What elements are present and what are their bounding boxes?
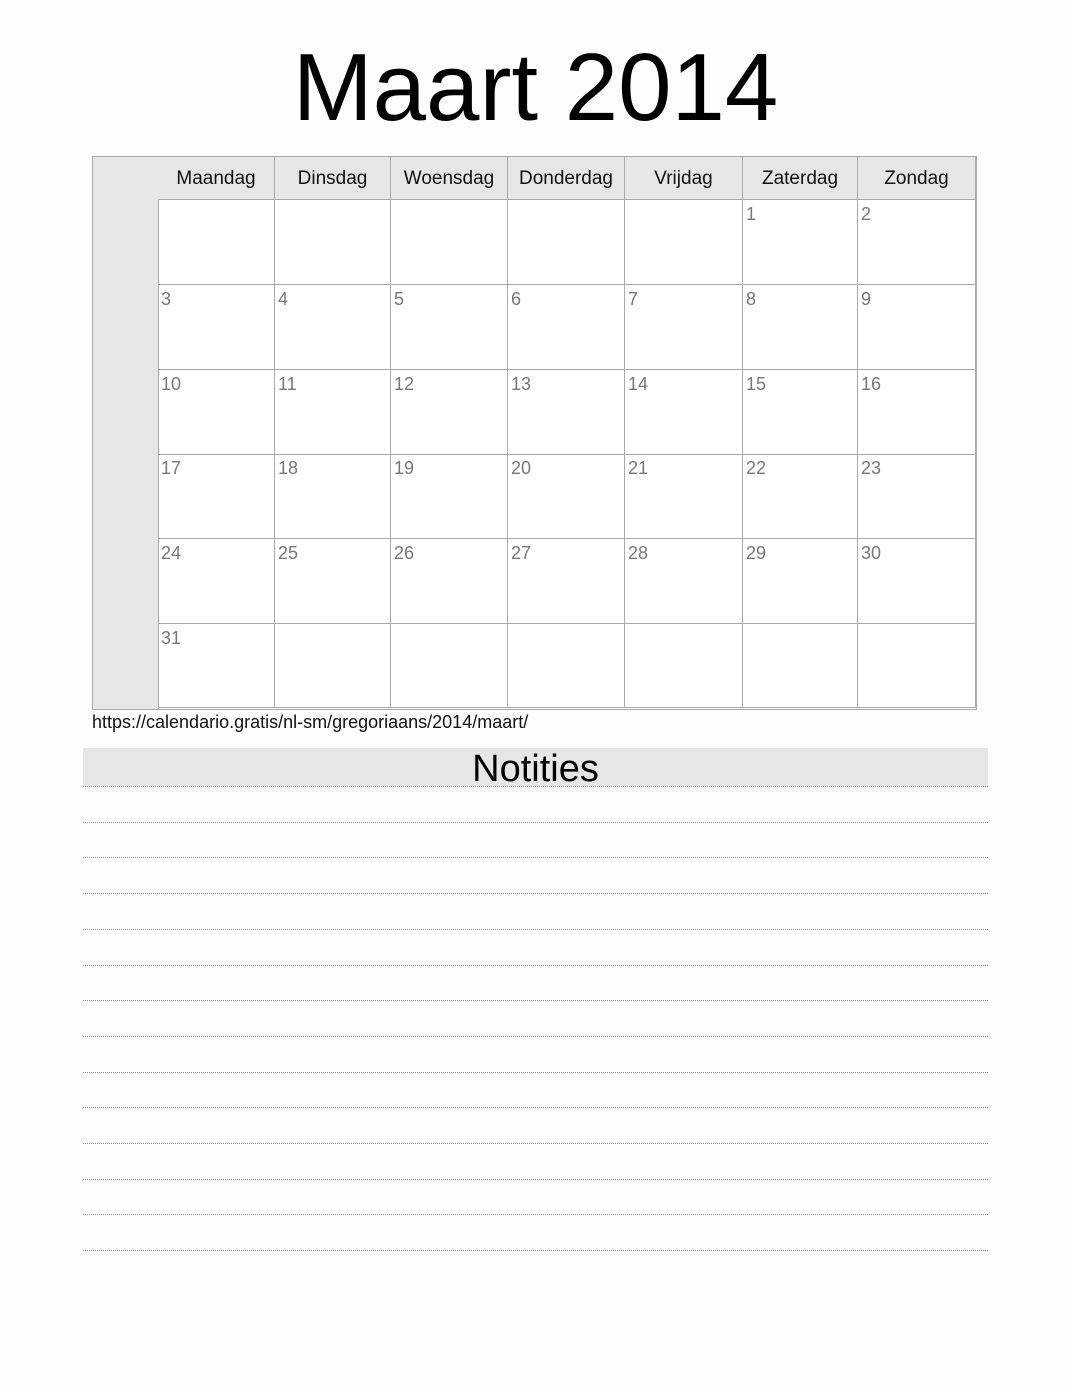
notes-header: Notities [83, 748, 988, 786]
day-cell [858, 454, 976, 539]
day-number: 10 [161, 373, 182, 394]
day-cell [391, 285, 508, 370]
day-number: 2 [861, 204, 872, 224]
day-number: 22 [746, 458, 767, 479]
day-number: 11 [278, 373, 297, 394]
day-number: 18 [278, 458, 299, 479]
day-number: 6 [511, 288, 522, 309]
day-cell [391, 539, 508, 624]
day-cell [158, 200, 275, 285]
note-line [83, 857, 988, 858]
day-cell [508, 624, 625, 708]
day-number: 19 [394, 458, 415, 479]
day-number: 21 [628, 458, 649, 479]
weekday-header: Woensdag [391, 157, 508, 200]
day-number: 9 [861, 288, 872, 309]
note-line [83, 1250, 988, 1251]
week-number-column [93, 157, 159, 709]
day-cell [158, 539, 275, 624]
weekday-header: Donderdag [508, 157, 625, 200]
day-number: 7 [628, 288, 639, 309]
day-number: 29 [746, 543, 767, 564]
weekday-header: Dinsdag [275, 157, 391, 200]
day-cell [275, 200, 391, 285]
day-cell [508, 370, 625, 455]
day-cell [275, 624, 391, 708]
day-cell [743, 370, 858, 455]
day-cell [391, 454, 508, 539]
day-cell [858, 370, 976, 455]
day-number: 1 [746, 204, 757, 224]
day-number: 25 [278, 543, 299, 564]
day-cell [158, 285, 275, 370]
day-cell [858, 200, 976, 285]
day-cell [858, 539, 976, 624]
note-line [83, 1179, 988, 1180]
day-cell [275, 285, 391, 370]
weekday-header: Zaterdag [743, 157, 858, 200]
day-cell [858, 624, 976, 708]
day-number: 20 [511, 458, 532, 479]
day-cell [508, 285, 625, 370]
day-number: 13 [511, 373, 532, 394]
day-number: 4 [278, 288, 289, 309]
day-number: 23 [861, 458, 882, 479]
weekday-header: Zondag [858, 157, 976, 200]
note-line [83, 822, 988, 823]
day-number: 17 [161, 458, 182, 479]
day-cell [743, 539, 858, 624]
weekday-header: Maandag [158, 157, 275, 200]
day-cell [625, 285, 743, 370]
note-line [83, 1036, 988, 1037]
day-number: 30 [861, 543, 882, 564]
note-line [83, 1214, 988, 1215]
day-cell [275, 454, 391, 539]
day-cell [275, 370, 391, 455]
day-cell [625, 624, 743, 708]
day-cell [391, 624, 508, 708]
day-cell [158, 454, 275, 539]
day-cell [391, 200, 508, 285]
day-cell [625, 200, 743, 285]
day-cell [743, 624, 858, 708]
day-cell [858, 285, 976, 370]
day-cell [391, 370, 508, 455]
day-number: 12 [394, 373, 415, 394]
note-line [83, 786, 988, 787]
day-number: 5 [394, 288, 405, 309]
day-cell [508, 539, 625, 624]
note-line [83, 893, 988, 894]
day-number: 3 [161, 288, 172, 309]
day-cell [743, 200, 858, 285]
day-cell [625, 454, 743, 539]
weekday-header: Vrijdag [625, 157, 743, 200]
day-cell [508, 454, 625, 539]
note-line [83, 1072, 988, 1073]
calendar-grid [92, 156, 977, 710]
note-line [83, 1000, 988, 1001]
day-cell [625, 370, 743, 455]
day-number: 31 [161, 628, 182, 648]
day-number: 15 [746, 373, 767, 394]
note-line [83, 929, 988, 930]
note-line [83, 1143, 988, 1144]
day-cell [743, 285, 858, 370]
day-cell [158, 624, 275, 708]
day-number: 16 [861, 373, 882, 394]
note-line [83, 1107, 988, 1108]
day-number: 8 [746, 288, 757, 309]
day-number: 27 [511, 543, 532, 564]
day-number: 28 [628, 543, 649, 564]
day-cell [625, 539, 743, 624]
day-number: 26 [394, 543, 415, 564]
note-line [83, 965, 988, 966]
day-number: 14 [628, 373, 649, 394]
day-number: 24 [161, 543, 182, 564]
day-cell [275, 539, 391, 624]
day-cell [743, 454, 858, 539]
source-url: https://calendario.gratis/nl-sm/gregoriaans/2014/maart/ [92, 712, 529, 732]
calendar-title: Maart 2014 [292, 34, 779, 141]
day-cell [508, 200, 625, 285]
day-cell [158, 370, 275, 455]
